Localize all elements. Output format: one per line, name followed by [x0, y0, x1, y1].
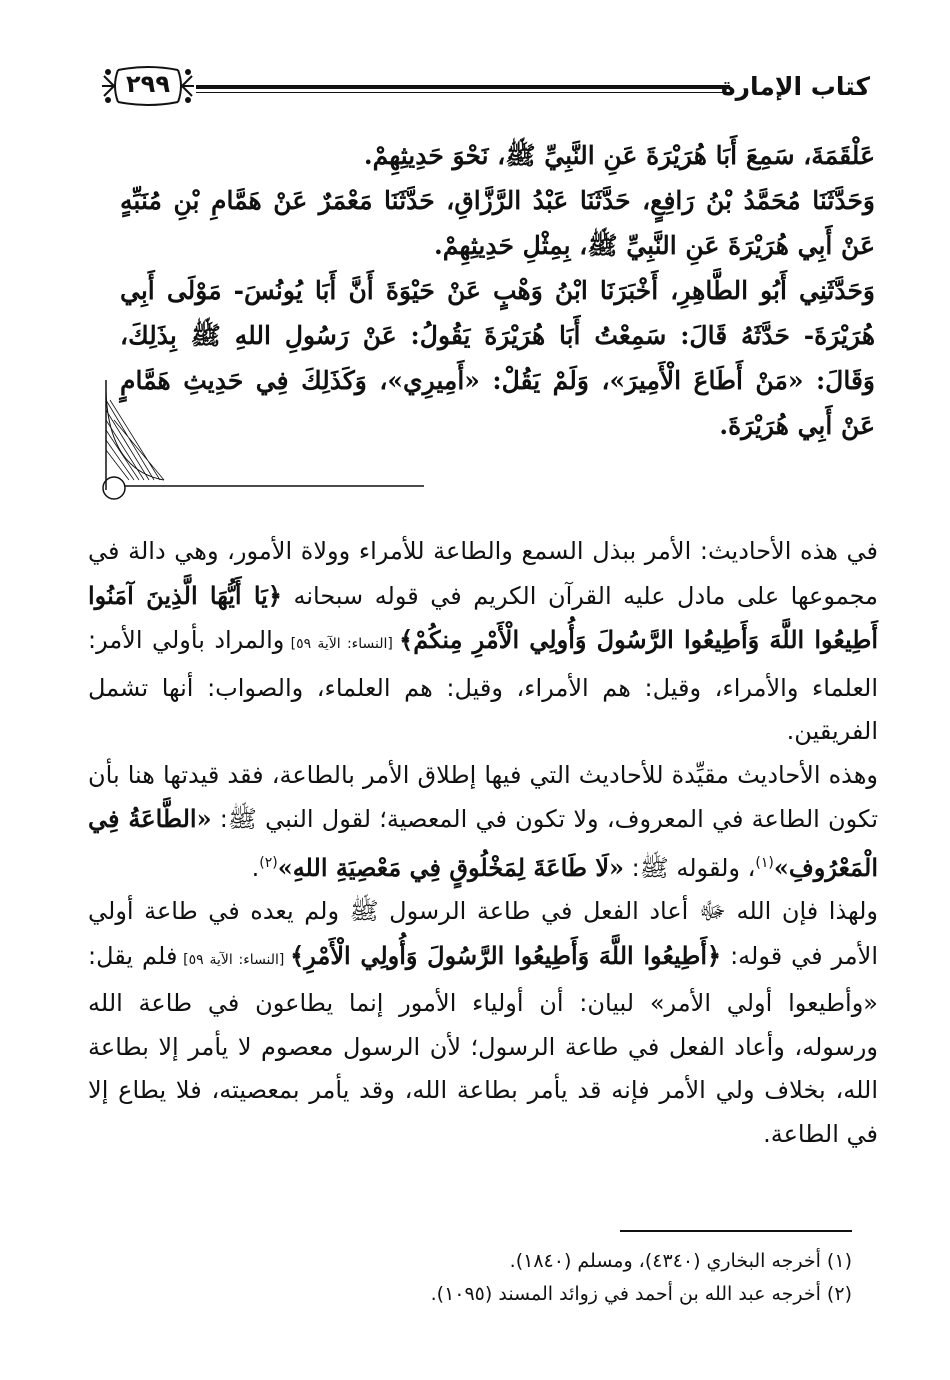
hadith-quote: «لَا طَاعَةَ لِمَخْلُوقٍ فِي مَعْصِيَةِ اللهِ»: [277, 852, 625, 882]
page-header: [100, 62, 870, 112]
commentary: [88, 530, 878, 1156]
page-number-ornament-icon: [100, 62, 196, 110]
hadith-paragraph-1: عَلْقَمَةَ، سَمِعَ أَبَا هُرَيْرَةَ عَنِ النَّبِيِّ ﷺ، نَحْوَ حَدِيثِهِمْ.: [363, 141, 875, 170]
text: في هذه الأحاديث: الأمر ببذل السمع والطاعة للأمراء وولاة الأمور، وهي دالة في مجموعها على مادل عليه القرآن الكريم في قوله سبحانه: [88, 537, 878, 610]
commentary-paragraph-2: [88, 754, 878, 891]
verse-reference: [النساء: الآية ٥٩]: [284, 636, 400, 652]
verse-reference: [النساء: الآية ٥٩]: [177, 951, 291, 968]
footnote-2: (٢) أخرجه عبد الله بن أحمد في زوائد المسند (١٠٩٥).: [430, 1283, 852, 1305]
footnotes: [400, 1245, 852, 1311]
hadith-paragraph-2: وَحَدَّثَنَا مُحَمَّدُ بْنُ رَافِعٍ، حَدَّثَنَا عَبْدُ الرَّزَّاقِ، حَدَّثَنَا مَعْمَرٌ عَنْ هَمَّامِ بْنِ مُنَبِّهٍ عَنْ أَبِي هُرَيْرَةَ عَنِ النَّبِيِّ ﷺ، بِمِثْلِ حَدِيثِهِمْ.: [120, 186, 875, 260]
commentary-paragraph-3: [88, 890, 878, 1156]
text: فلم يقل: «وأطيعوا أولي الأمر» لبيان: أن أولياء الأمور إنما يطاعون في طاعة الله ورسوله، وأعاد الفعل في طاعة الرسول؛ لأن الرسول معصوم لا يأمر إلا بطاعة الله، بخلاف ولي الأمر فإنه قد يأمر بطاعة الله، وقد يأمر بمعصيته، فلا يطاع إلا في الطاعة.: [88, 941, 878, 1148]
footnote-divider: [620, 1230, 852, 1232]
text: والمراد بأولي الأمر: العلماء والأمراء، وقيل: هم الأمراء، وقيل: هم العلماء، والصواب: أنها تشمل الفريقين.: [88, 626, 878, 745]
header-rule: [196, 85, 730, 93]
commentary-paragraph-1: [88, 530, 878, 754]
footnote-marker[interactable]: (٢): [259, 854, 278, 871]
footnote-1: (١) أخرجه البخاري (٤٣٤٠)، ومسلم (١٨٤٠).: [509, 1250, 852, 1272]
running-title: كتاب الإمارة: [720, 72, 870, 101]
hadith-quote: «الطَّاعَةُ فِي الْمَعْرُوفِ»: [88, 804, 878, 882]
corner-ornament-icon: [94, 380, 424, 510]
quran-verse: ﴿أَطِيعُوا اللَّهَ وَأَطِيعُوا الرَّسُولَ وَأُولِي الْأَمْرِ﴾: [290, 940, 722, 970]
text: ، ولقوله ﷺ:: [624, 853, 756, 882]
quran-verse: ﴿يَا أَيُّهَا الَّذِينَ آمَنُوا أَطِيعُوا اللَّهَ وَأَطِيعُوا الرَّسُولَ وَأُولِي الْأَمْرِ مِنكُمْ﴾: [88, 580, 878, 654]
page-number: ٢٩٩: [126, 70, 170, 98]
text: وهذه الأحاديث مقيِّدة للأحاديث التي فيها إطلاق الأمر بالطاعة، فقد قيدتها هنا بأن تكون الطاعة في المعروف، ولا تكون في المعصية؛ لقول النبي ﷺ:: [88, 760, 878, 833]
text: .: [251, 853, 260, 882]
footnote-marker[interactable]: (١): [755, 854, 774, 871]
hadith-paragraph-3: وَحَدَّثَنِي أَبُو الطَّاهِرِ، أَخْبَرَنَا ابْنُ وَهْبٍ عَنْ حَيْوَةَ أَنَّ أَبَا يُونُسَ- مَوْلَى أَبِي هُرَيْرَةَ- حَدَّثَهُ قَالَ: سَمِعْتُ أَبَا هُرَيْرَةَ يَقُولُ: عَنْ رَسُولِ اللهِ ﷺ بِذَلِكَ، وَقَالَ: «مَنْ أَطَاعَ الْأَمِيرَ»، وَلَمْ يَقُلْ: «أَمِيرِي»، وَكَذَلِكَ فِي حَدِيثِ هَمَّامٍ عَنْ أَبِي هُرَيْرَةَ.: [120, 276, 875, 440]
text: ولهذا فإن الله ﷻ أعاد الفعل في طاعة الرسول ﷺ ولم يعده في طاعة أولي الأمر في قوله:: [88, 897, 879, 970]
